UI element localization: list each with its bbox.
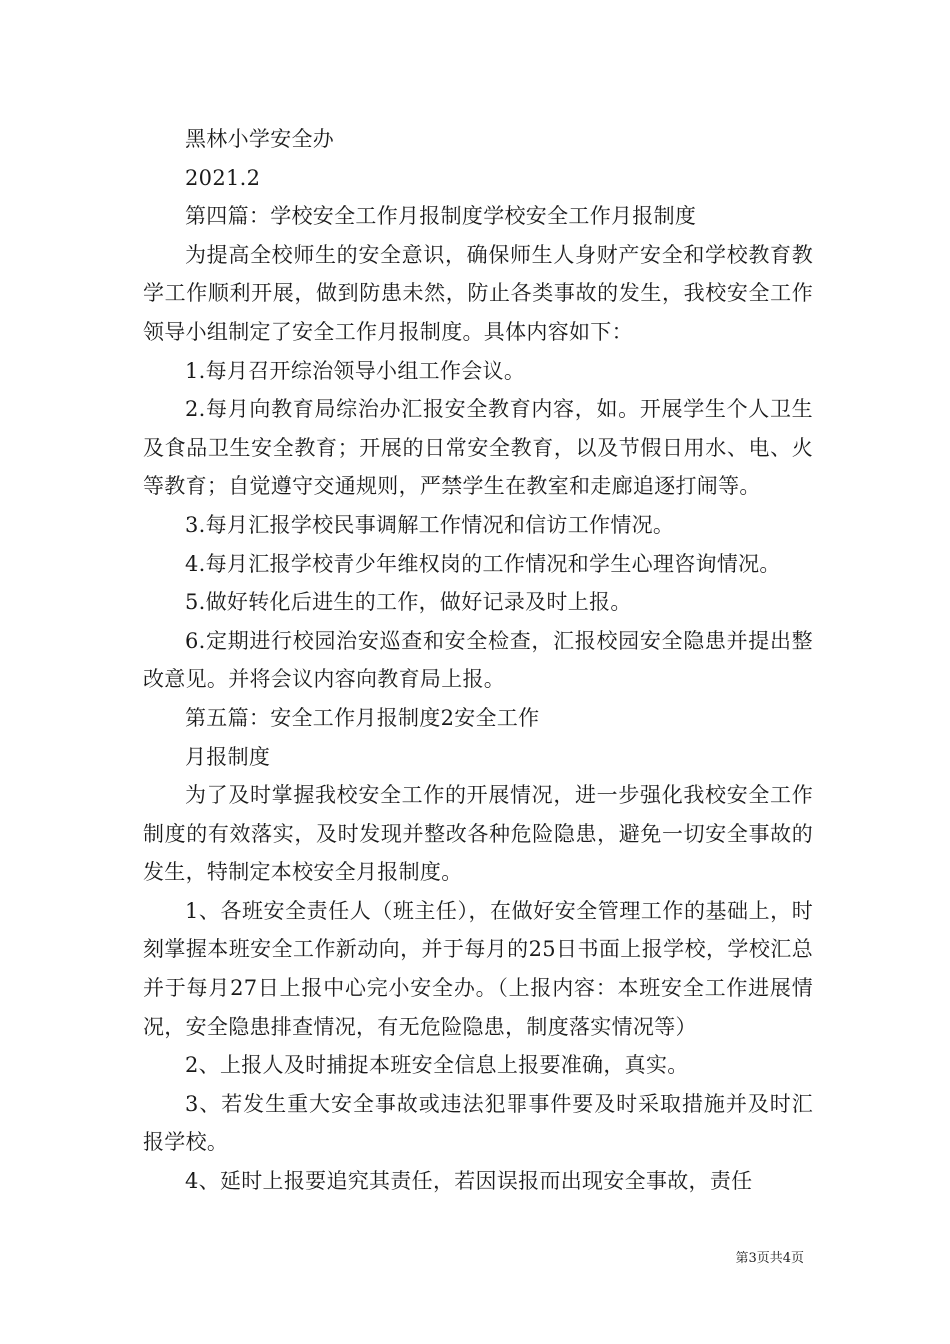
section-heading-4: 第四篇：学校安全工作月报制度学校安全工作月报制度 (185, 204, 697, 229)
list-item: 2、上报人及时捕捉本班安全信息上报要准确，真实。 (185, 1053, 689, 1078)
list-item: 5.做好转化后进生的工作，做好记录及时上报。 (185, 590, 632, 615)
signature-org: 黑林小学安全办 (185, 127, 335, 151)
signature-date: 2021.2 (185, 165, 261, 190)
list-item: 2.每月向教育局综治办汇报安全教育内容，如。开展学生个人卫生及食品卫生安全教育；开展的日常安全教育，以及节假日用水、电、火等教育；自觉遵守交通规则，严禁学生在教室和走廊追逐打闹等。 (143, 397, 813, 499)
body-paragraph: 为了及时掌握我校安全工作的开展情况，进一步强化我校安全工作制度的有效落实，及时发现并整改各种危险隐患，避免一切安全事故的发生，特制定本校安全月报制度。 (143, 783, 813, 885)
list-item: 4、延时上报要追究其责任，若因误报而出现安全事故，责任 (185, 1169, 753, 1194)
list-item: 1.每月召开综治领导小组工作会议。 (185, 358, 526, 383)
document-body (143, 120, 813, 1201)
list-item: 3、若发生重大安全事故或违法犯罪事件要及时采取措施并及时汇报学校。 (143, 1091, 813, 1155)
list-item: 6.定期进行校园治安巡查和安全检查，汇报校园安全隐患并提出整改意见。并将会议内容向教育局上报。 (143, 628, 813, 692)
list-item: 3.每月汇报学校民事调解工作情况和信访工作情况。 (185, 512, 675, 537)
body-paragraph: 为提高全校师生的安全意识，确保师生人身财产安全和学校教育教学工作顺利开展，做到防患未然，防止各类事故的发生，我校安全工作领导小组制定了安全工作月报制度。具体内容如下： (143, 242, 813, 344)
page-number: 第3页共4页 (735, 1251, 804, 1266)
section-heading-5-cont: 月报制度 (185, 744, 271, 769)
list-item: 4.每月汇报学校青少年维权岗的工作情况和学生心理咨询情况。 (185, 551, 781, 576)
section-heading-5: 第五篇：安全工作月报制度2安全工作 (185, 705, 540, 730)
list-item: 1、各班安全责任人（班主任），在做好安全管理工作的基础上，时刻掌握本班安全工作新动向，并于每月的25日书面上报学校，学校汇总并于每月27日上报中心完小安全办。（上报内容：本班安全工作进展情况，安全隐患排查情况，有无危险隐患，制度落实情况等） (143, 898, 813, 1039)
